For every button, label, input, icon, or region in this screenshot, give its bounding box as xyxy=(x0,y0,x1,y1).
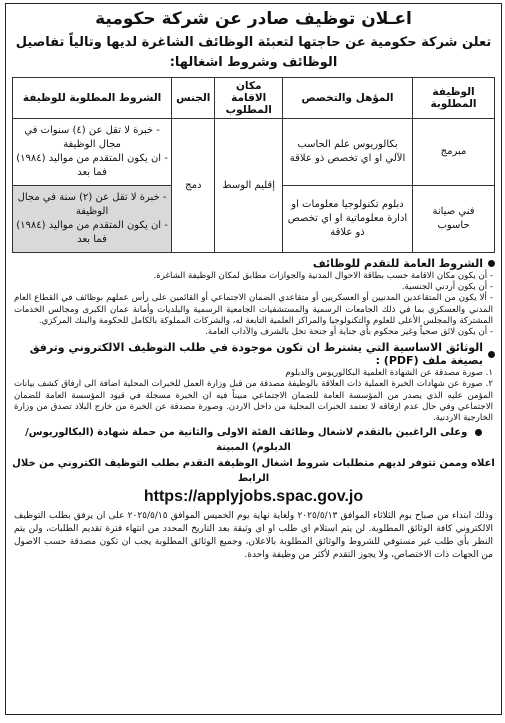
announcement-intro: تعلن شركة حكومية عن حاجتها لتعبئة الوظائف الشاغرة لديها وتالياً تفاصيل الوظائف وشروط اشغالها: xyxy=(15,35,492,70)
table-header-row xyxy=(13,78,495,119)
general-condition-item: - ألا يكون من المتقاعدين المدنيين أو العسكريين أو متقاعدي الضمان الاجتماعي أو القائمين على رأس عملهم بوظائف في القطاع العام المدني والعسكري بما في ذلك الجامعات الرسمية والمستشفيات الجامعية الرسمية والبلديات وأمانة عمان الكبرى ومجالس الخدمات المشتركة والمجلس الأعلى للعلوم والتكنولوجيا والمراكز العلمية التابعة له، والشركات المملوكة بالكامل للحكومة والبنك المركزي. xyxy=(14,293,493,326)
general-condition-item: - أن يكون لائق صحياً وغير محكوم بأي جناية أو جنحة تخل بالشرف والآداب العامة. xyxy=(205,327,493,338)
header-qualification: المؤهل والتخصص xyxy=(282,78,412,119)
apply-line-1: وعلى الراغبين بالتقدم لاشغال وظائف الفئة الاولى والثانية من حملة شهادة (البكالوريوس/ الدبلوم) المبينة xyxy=(25,427,468,454)
requirement-experience: - خبرة لا تقل عن (٤) سنوات في مجال الوظيفة xyxy=(24,125,160,150)
general-conditions-title: الشروط العامة للتقدم للوظائف xyxy=(312,257,483,270)
header-residence: مكان الاقامة المطلوب xyxy=(215,78,282,119)
header-requirements: الشروط المطلوبة للوظيفة xyxy=(13,78,172,119)
table-row xyxy=(13,119,495,186)
job-requirements xyxy=(13,186,172,253)
job-title: فني صيانة حاسوب xyxy=(413,186,495,253)
requirement-birth-year: - ان يكون المتقدم من مواليد (١٩٨٤) فما بعد xyxy=(16,220,168,245)
job-qualification: بكالوريوس علم الحاسب الآلي او اي تخصص ذو علاقة xyxy=(282,119,412,186)
apply-line-2: اعلاه وممن تتوفر لديهم متطلبات شروط اشغال الوظيفة التقدم بطلب التوظيف الكتروني من خلال الرابط xyxy=(12,458,495,485)
header-gender: الجنس xyxy=(172,78,215,119)
apply-instruction xyxy=(12,425,495,455)
job-residence: إقليم الوسط xyxy=(215,119,282,253)
requirement-birth-year: - ان يكون المتقدم من مواليد (١٩٨٤) فما بعد xyxy=(16,153,168,178)
header-job: الوظيفة المطلوبة xyxy=(413,78,495,119)
closing-paragraph: وذلك ابتداء من صباح يوم الثلاثاء الموافق ٢٠٢٥/٥/١٣ ولغاية نهاية يوم الخميس الموافق ٢٠٢٥/٥/١٥ على ان يرفق بطلب التوظيف الالكتروني كافة الوثائق المطلوبة. لن يتم استلام اي طلب او اي وثيقة بعد التاريخ المحدد من انتهاء فترة تقديم الطلبات، ولن يتم النظر بأي طلب غير مستوفي للشروط والوثائق المطلوبة بالاعلان، وجميع الوثائق المطلوبة يجب ان تكون مصدقة حسب الاصول من الجهات ذات الاختصاص، ولا يجوز التقدم لأكثر من وظيفة واحدة. xyxy=(14,511,493,561)
jobs-table xyxy=(12,77,495,253)
general-condition-item: - أن يكون أردني الجنسية. xyxy=(401,282,493,293)
document-item: ١. صورة مصدقة عن الشهادة العلمية البكالوريوس والدبلوم xyxy=(285,368,493,379)
job-announcement xyxy=(5,3,502,715)
job-gender: دمج xyxy=(172,119,215,253)
document-item: ٢. صورة عن شهادات الخبرة العملية ذات العلاقة بالوظيفة مصدقة من قبل وزارة العمل للخبرات المحلية اضافة الى ارفاق كشف بيانات المؤمن عليه الذي يصدر من المؤسسة العامة للضمان الاجتماعي مبيناً فيه ان الخبرة مسجلة في قيود المؤسسة العامة للضمان الاجتماعي وفي حال عدم ارفاقه لا تعتمد الخبرات المحلية من داخل الاردن. وصورة مصدقة عن الخبرة من خارج البلاد تصدق من وزارة الخارجية الاردنية. xyxy=(14,379,493,424)
documents-title: الوثائق الاساسية التي يشترط ان تكون موجودة في طلب التوظيف الالكتروني وترفق بصيغة ملف (PDF) : xyxy=(29,341,483,368)
bullet-icon xyxy=(488,260,495,267)
documents-heading xyxy=(12,341,495,367)
general-condition-item: - أن يكون مكان الاقامة حسب بطاقة الاحوال المدنية والجوازات مطابق لمكان الوظيفة الشاغرة. xyxy=(153,271,493,281)
job-title: مبرمج xyxy=(413,119,495,186)
requirement-experience: - خبرة لا تقل عن (٢) سنة في مجال الوظيفة xyxy=(17,192,167,217)
bullet-icon xyxy=(488,351,495,358)
general-conditions-heading xyxy=(12,257,495,270)
announcement-title: اعـلان توظيف صادر عن شركة حكومية xyxy=(95,9,412,29)
bullet-icon xyxy=(475,429,482,436)
apply-url-link[interactable]: https://applyjobs.spac.gov.jo xyxy=(143,488,364,506)
job-qualification: دبلوم تكنولوجيا معلومات او ادارة معلوماتية او اي تخصص ذو علاقة xyxy=(282,186,412,253)
job-requirements xyxy=(13,119,172,186)
